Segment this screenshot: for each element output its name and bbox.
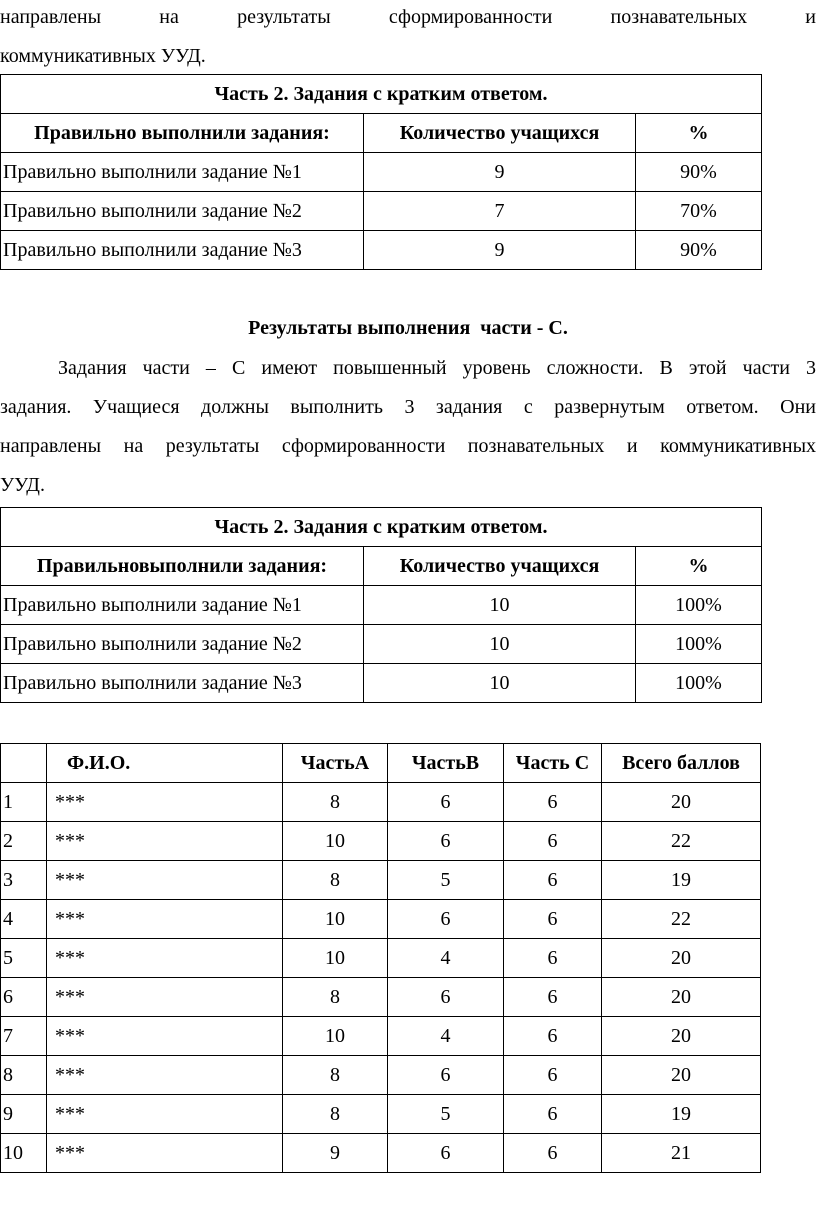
table2-cell-count: 10 [364,664,636,703]
table1-cell-task: Правильно выполнили задание №3 [1,231,364,270]
scores-cell-part-b: 6 [388,1134,504,1173]
table1-cell-count: 7 [364,192,636,231]
scores-cell-name: *** [47,978,283,1017]
scores-header-number [1,744,47,783]
section-c-heading: Результаты выполнения части - С. [248,317,568,339]
scores-header-total: Всего баллов [602,744,761,783]
table1-cell-percent: 70% [636,192,762,231]
table-row [1,1056,761,1095]
scores-cell-total: 20 [602,939,761,978]
table1-cell-percent: 90% [636,153,762,192]
table-row [1,1134,761,1173]
scores-cell-part-a: 10 [283,822,388,861]
scores-cell-total: 20 [602,1056,761,1095]
scores-cell-part-a: 8 [283,1056,388,1095]
table1-title: Часть 2. Задания с кратким ответом. [1,75,762,114]
scores-cell-part-c: 6 [504,978,602,1017]
scores-cell-name: *** [47,1017,283,1056]
table2-cell-task: Правильно выполнили задание №2 [1,625,364,664]
scores-cell-number: 9 [1,1095,47,1134]
scores-cell-part-b: 6 [388,783,504,822]
scores-cell-part-c: 6 [504,861,602,900]
section-c-line-2: задания. Учащиеся должны выполнить 3 задания с развернутым ответом. Они [0,396,816,418]
short-answer-table-2 [0,507,762,703]
section-c-line-4: УУД. [0,474,45,496]
table2-header-task: Правильновыполнили задания: [1,547,364,586]
scores-cell-name: *** [47,822,283,861]
scores-cell-total: 20 [602,1017,761,1056]
scores-cell-part-b: 4 [388,1017,504,1056]
scores-cell-number: 4 [1,900,47,939]
table1-cell-task: Правильно выполнили задание №1 [1,153,364,192]
scores-cell-part-c: 6 [504,1134,602,1173]
intro-paragraph [0,0,816,76]
scores-cell-part-a: 8 [283,861,388,900]
scores-cell-part-a: 9 [283,1134,388,1173]
table-row [1,900,761,939]
table2-cell-task: Правильно выполнили задание №3 [1,664,364,703]
intro-line-2: коммуникативных УУД. [0,45,206,67]
scores-cell-part-b: 6 [388,1056,504,1095]
scores-cell-number: 8 [1,1056,47,1095]
table-row [1,231,762,270]
scores-cell-part-c: 6 [504,1056,602,1095]
table1-cell-task: Правильно выполнили задание №2 [1,192,364,231]
table1-header-count: Количество учащихся [364,114,636,153]
scores-cell-part-c: 6 [504,822,602,861]
table2-title: Часть 2. Задания с кратким ответом. [1,508,762,547]
scores-cell-number: 2 [1,822,47,861]
table1-cell-percent: 90% [636,231,762,270]
section-c-line-3: направлены на результаты сформированности познавательных и коммуникативных [0,435,816,457]
table-row [1,153,762,192]
table2-cell-count: 10 [364,625,636,664]
scores-cell-name: *** [47,939,283,978]
table-row [1,822,761,861]
scores-cell-part-c: 6 [504,1095,602,1134]
table-row [1,1095,761,1134]
table-row [1,625,762,664]
scores-cell-part-c: 6 [504,900,602,939]
scores-cell-part-a: 8 [283,978,388,1017]
scores-cell-part-a: 10 [283,939,388,978]
table2-cell-percent: 100% [636,625,762,664]
table-row [1,586,762,625]
scores-cell-total: 19 [602,861,761,900]
table1-header-percent: % [636,114,762,153]
table2-header-count: Количество учащихся [364,547,636,586]
scores-cell-name: *** [47,1134,283,1173]
table1-cell-count: 9 [364,153,636,192]
scores-cell-number: 1 [1,783,47,822]
scores-cell-part-b: 6 [388,822,504,861]
scores-cell-total: 22 [602,822,761,861]
scores-cell-number: 6 [1,978,47,1017]
scores-header-part-c: Часть С [504,744,602,783]
table1-cell-count: 9 [364,231,636,270]
scores-cell-total: 22 [602,900,761,939]
scores-cell-total: 20 [602,978,761,1017]
scores-cell-part-a: 8 [283,1095,388,1134]
scores-cell-part-b: 4 [388,939,504,978]
table-row [1,664,762,703]
table-row [1,978,761,1017]
table2-cell-task: Правильно выполнили задание №1 [1,586,364,625]
scores-header-part-b: ЧастьВ [388,744,504,783]
scores-cell-total: 21 [602,1134,761,1173]
table2-cell-count: 10 [364,586,636,625]
table2-header-percent: % [636,547,762,586]
section-c-line-1: Задания части – С имеют повышенный уровень сложности. В этой части 3 [58,357,816,379]
table2-cell-percent: 100% [636,586,762,625]
short-answer-table-1 [0,74,762,270]
scores-cell-name: *** [47,900,283,939]
table-row [1,783,761,822]
scores-cell-number: 5 [1,939,47,978]
scores-cell-part-a: 10 [283,1017,388,1056]
scores-cell-part-a: 10 [283,900,388,939]
scores-header-name: Ф.И.О. [47,744,283,783]
table-row [1,861,761,900]
scores-cell-total: 19 [602,1095,761,1134]
scores-header-part-a: ЧастьА [283,744,388,783]
table2-cell-percent: 100% [636,664,762,703]
scores-cell-part-c: 6 [504,939,602,978]
scores-cell-part-a: 8 [283,783,388,822]
scores-cell-number: 7 [1,1017,47,1056]
scores-cell-part-b: 5 [388,861,504,900]
table-row [1,192,762,231]
scores-cell-name: *** [47,861,283,900]
scores-cell-number: 3 [1,861,47,900]
scores-cell-part-c: 6 [504,1017,602,1056]
scores-cell-total: 20 [602,783,761,822]
table-row [1,939,761,978]
scores-cell-part-b: 5 [388,1095,504,1134]
intro-line-1: направлены на результаты сформированности познавательных и [0,6,816,28]
scores-cell-name: *** [47,783,283,822]
scores-cell-part-b: 6 [388,900,504,939]
scores-cell-number: 10 [1,1134,47,1173]
scores-cell-part-b: 6 [388,978,504,1017]
scores-cell-name: *** [47,1056,283,1095]
scores-cell-name: *** [47,1095,283,1134]
section-c-paragraph [0,349,816,505]
student-scores-table [0,743,761,1173]
table1-header-task: Правильно выполнили задания: [1,114,364,153]
table-row [1,1017,761,1056]
scores-cell-part-c: 6 [504,783,602,822]
